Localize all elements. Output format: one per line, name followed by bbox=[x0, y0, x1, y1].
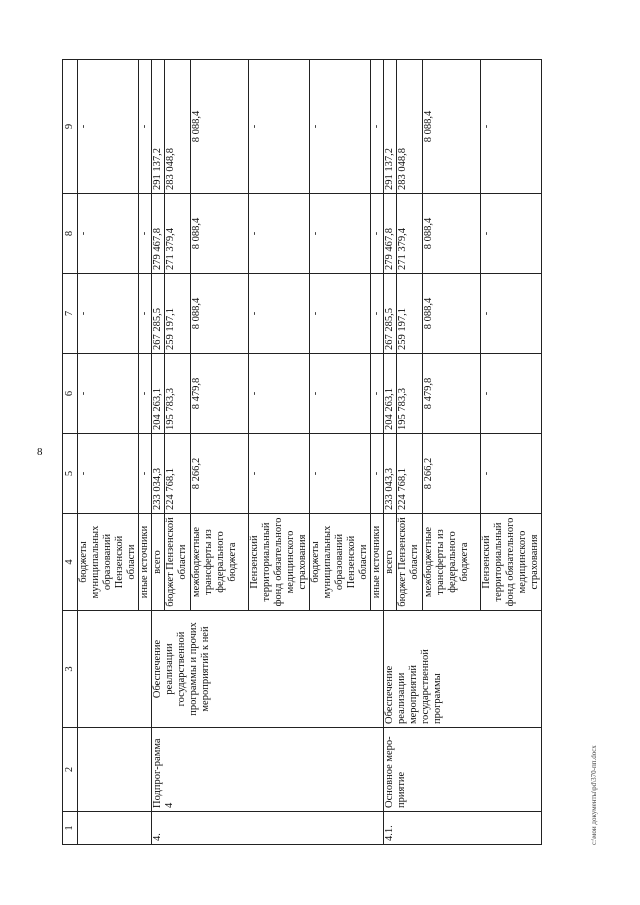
value-cell: 271 379,4 bbox=[397, 194, 423, 274]
value-cell: 8 088,4 bbox=[191, 274, 249, 354]
header-cell: 8 bbox=[63, 194, 78, 274]
value-cell: 224 768,1 bbox=[397, 434, 423, 514]
empty-cell bbox=[78, 728, 152, 812]
header-cell: 5 bbox=[63, 434, 78, 514]
value-cell: - bbox=[310, 274, 371, 354]
value-cell: 8 479,8 bbox=[191, 354, 249, 434]
empty-cell bbox=[78, 611, 152, 728]
value-cell: - bbox=[310, 434, 371, 514]
value-cell: 8 479,8 bbox=[423, 354, 481, 434]
value-cell: - bbox=[371, 194, 384, 274]
value-cell: - bbox=[78, 354, 139, 434]
value-cell: - bbox=[139, 354, 152, 434]
value-cell: - bbox=[481, 354, 542, 434]
funding-source: бюджеты муниципальных образований Пензенской области bbox=[78, 514, 139, 611]
row-number: 4.1. bbox=[384, 812, 542, 845]
value-cell: 271 379,4 bbox=[165, 194, 191, 274]
page-number: 8 bbox=[37, 446, 43, 458]
value-cell: 195 783,3 bbox=[165, 354, 191, 434]
value-cell: - bbox=[371, 354, 384, 434]
funding-source: всего bbox=[152, 514, 165, 611]
value-cell: - bbox=[139, 60, 152, 194]
rotated-table-container bbox=[62, 60, 594, 845]
table-row bbox=[152, 60, 165, 845]
table-row bbox=[78, 60, 139, 845]
funding-source: бюджеты муниципальных образований Пензенской области bbox=[310, 514, 371, 611]
value-cell: - bbox=[249, 194, 310, 274]
value-cell: - bbox=[78, 60, 139, 194]
value-cell: 233 034,3 bbox=[152, 434, 165, 514]
value-cell: - bbox=[249, 274, 310, 354]
funding-source: межбюджетные трансферты из федерального бюджета bbox=[423, 514, 481, 611]
funding-source: иные источники bbox=[371, 514, 384, 611]
header-cell: 6 bbox=[63, 354, 78, 434]
value-cell: - bbox=[78, 194, 139, 274]
value-cell: - bbox=[78, 434, 139, 514]
value-cell: - bbox=[481, 60, 542, 194]
value-cell: - bbox=[139, 274, 152, 354]
value-cell: 204 263,1 bbox=[152, 354, 165, 434]
header-cell: 9 bbox=[63, 60, 78, 194]
value-cell: - bbox=[249, 434, 310, 514]
funding-source: бюджет Пензенской области bbox=[165, 514, 191, 611]
value-cell: - bbox=[371, 60, 384, 194]
value-cell: 259 197,1 bbox=[397, 274, 423, 354]
value-cell: 233 043,3 bbox=[384, 434, 397, 514]
value-cell: 8 088,4 bbox=[423, 194, 481, 274]
value-cell: 291 137,2 bbox=[152, 60, 165, 194]
row-number: 4. bbox=[152, 812, 384, 845]
row-title: Обеспечение реализации государственной программы и прочих мероприятий к ней bbox=[152, 611, 384, 728]
value-cell: - bbox=[371, 274, 384, 354]
value-cell: - bbox=[249, 60, 310, 194]
value-cell: 283 048,8 bbox=[397, 60, 423, 194]
header-cell: 1 bbox=[63, 812, 78, 845]
value-cell: 291 137,2 bbox=[384, 60, 397, 194]
value-cell: - bbox=[481, 274, 542, 354]
value-cell: - bbox=[310, 354, 371, 434]
value-cell: - bbox=[139, 434, 152, 514]
value-cell: 279 467,8 bbox=[152, 194, 165, 274]
row-type: Подпрог-рамма 4 bbox=[152, 728, 384, 812]
value-cell: 283 048,8 bbox=[165, 60, 191, 194]
value-cell: 8 088,4 bbox=[423, 274, 481, 354]
value-cell: - bbox=[481, 434, 542, 514]
header-row bbox=[63, 60, 78, 845]
value-cell: - bbox=[310, 194, 371, 274]
row-title: Обеспечение реализации мероприятий государственной программы bbox=[384, 611, 542, 728]
value-cell: 267 285,5 bbox=[384, 274, 397, 354]
value-cell: - bbox=[78, 274, 139, 354]
value-cell: - bbox=[139, 194, 152, 274]
funding-source: бюджет Пензенской области bbox=[397, 514, 423, 611]
value-cell: 279 467,8 bbox=[384, 194, 397, 274]
value-cell: 8 088,4 bbox=[423, 60, 481, 194]
funding-source: Пензенский территориальный фонд обязательного медицинского страхования bbox=[249, 514, 310, 611]
value-cell: 8 266,2 bbox=[423, 434, 481, 514]
value-cell: - bbox=[371, 434, 384, 514]
value-cell: 195 783,3 bbox=[397, 354, 423, 434]
value-cell: - bbox=[481, 194, 542, 274]
funding-source: межбюджетные трансферты из федерального бюджета bbox=[191, 514, 249, 611]
value-cell: 259 197,1 bbox=[165, 274, 191, 354]
header-cell: 3 bbox=[63, 611, 78, 728]
value-cell: 204 263,1 bbox=[384, 354, 397, 434]
budget-table bbox=[62, 59, 542, 845]
header-cell: 7 bbox=[63, 274, 78, 354]
table-row bbox=[384, 60, 397, 845]
footer-file-path: c:\мои документы\pd\370-пп.docx bbox=[590, 745, 598, 845]
value-cell: - bbox=[249, 354, 310, 434]
funding-source: иные источники bbox=[139, 514, 152, 611]
empty-cell bbox=[78, 812, 152, 845]
value-cell: 224 768,1 bbox=[165, 434, 191, 514]
value-cell: 8 088,4 bbox=[191, 194, 249, 274]
row-type: Основное меро-приятие bbox=[384, 728, 542, 812]
funding-source: Пензенский территориальный фонд обязательного медицинского страхования bbox=[481, 514, 542, 611]
value-cell: 267 285,5 bbox=[152, 274, 165, 354]
value-cell: 8 266,2 bbox=[191, 434, 249, 514]
value-cell: 8 088,4 bbox=[191, 60, 249, 194]
header-cell: 2 bbox=[63, 728, 78, 812]
funding-source: всего bbox=[384, 514, 397, 611]
value-cell: - bbox=[310, 60, 371, 194]
header-cell: 4 bbox=[63, 514, 78, 611]
